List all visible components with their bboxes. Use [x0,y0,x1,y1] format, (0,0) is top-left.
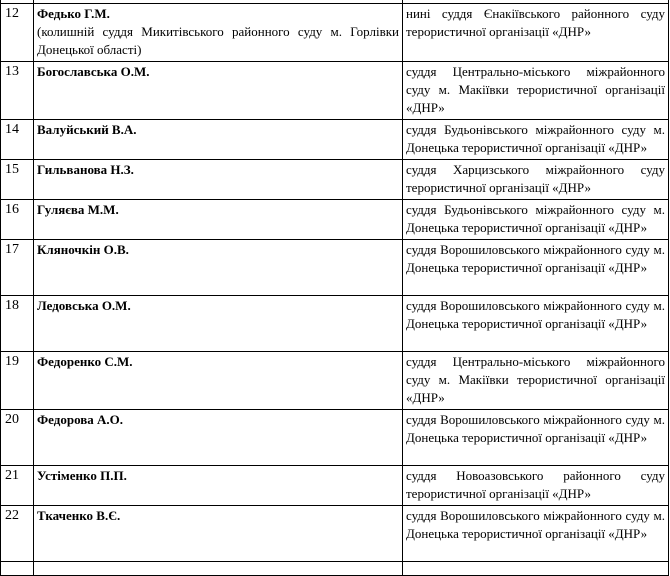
current-position: суддя Центрально-міського міжрайонного суду м. Макіївки терористичної організації «ДНР» [403,352,669,410]
row-number: 13 [1,62,34,120]
row-number: 14 [1,120,34,160]
name-cell [34,200,403,240]
name-cell [34,240,403,296]
row-number: 20 [1,410,34,466]
judge-name: Федорова А.О. [37,412,124,427]
judge-name: Кляночкін О.В. [37,242,129,257]
table-row-cut-bottom [1,562,669,576]
name-cell [34,466,403,506]
current-position: суддя Центрально-міського міжрайонного суду м. Макіївки терористичної організації «ДНР» [403,62,669,120]
table-row [1,466,669,506]
current-position: суддя Будьонівського міжрайонного суду м. Донецька терористичної організації «ДНР» [403,200,669,240]
current-position: суддя Ворошиловського міжрайонного суду м. Донецька терористичної організації «ДНР» [403,410,669,466]
row-number: 22 [1,506,34,562]
name-cell [34,506,403,562]
row-number: 16 [1,200,34,240]
judge-name: Гуляєва М.М. [37,202,119,217]
row-number: 18 [1,296,34,352]
name-cell [34,4,403,62]
row-number: 17 [1,240,34,296]
current-position: суддя Новоазовського районного суду терористичної організації «ДНР» [403,466,669,506]
table-row [1,120,669,160]
current-position: суддя Ворошиловського міжрайонного суду м. Донецька терористичної організації «ДНР» [403,240,669,296]
row-number: 21 [1,466,34,506]
current-position: суддя Ворошиловського міжрайонного суду м. Донецька терористичної організації «ДНР» [403,506,669,562]
name-cell [34,160,403,200]
current-position: суддя Будьонівського міжрайонного суду м. Донецька терористичної організації «ДНР» [403,120,669,160]
table-row [1,240,669,296]
name-cell [34,62,403,120]
judge-name: Ткаченко В.Є. [37,508,121,523]
name-cell [34,410,403,466]
table-row [1,200,669,240]
row-number: 19 [1,352,34,410]
row-number: 12 [1,4,34,62]
name-cell [34,120,403,160]
judge-name: Валуйський В.А. [37,122,137,137]
name-cell [34,352,403,410]
table-row [1,352,669,410]
judge-name: Устіменко П.П. [37,468,127,483]
current-position: суддя Ворошиловського міжрайонного суду м. Донецька терористичної організації «ДНР» [403,296,669,352]
judge-name: Ледовська О.М. [37,298,131,313]
table-row [1,62,669,120]
judge-name: Гильванова Н.З. [37,162,134,177]
name-cell [34,296,403,352]
table-row [1,506,669,562]
judge-name: Богославська О.М. [37,64,150,79]
judge-name: Федоренко С.М. [37,354,133,369]
table-row [1,4,669,62]
current-position: суддя Харцизського міжрайонного суду терористичної організації «ДНР» [403,160,669,200]
table-row [1,160,669,200]
table-row [1,410,669,466]
former-position-note: (колишній суддя Микитівського районного суду м. Горлівки Донецької області) [37,24,399,57]
table-row [1,296,669,352]
row-number: 15 [1,160,34,200]
judge-name: Федько Г.М. [37,6,110,21]
current-position: нині суддя Єнакіївського районного суду терористичної організації «ДНР» [403,4,669,62]
